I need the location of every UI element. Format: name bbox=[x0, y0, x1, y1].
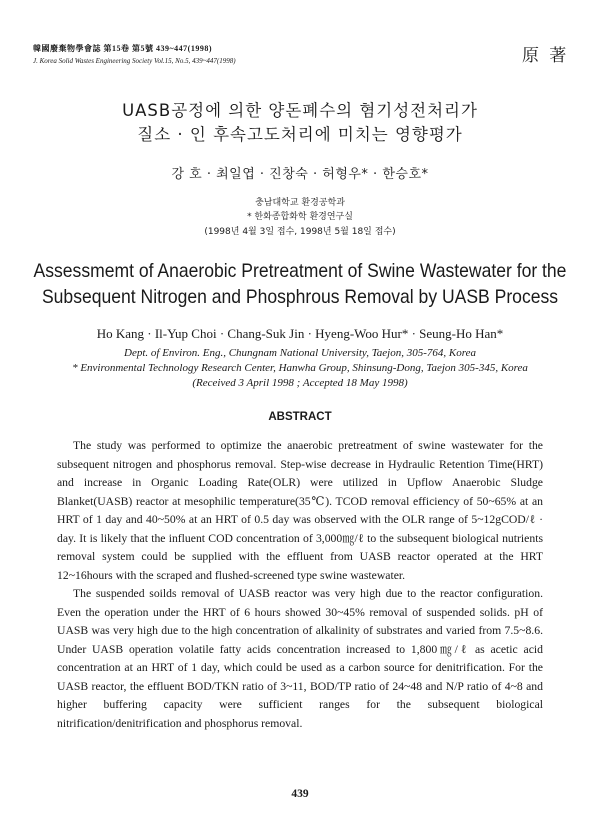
korean-title-line1: UASB공정에 의한 양돈폐수의 혐기성전처리가 bbox=[122, 101, 478, 120]
english-title-line1: Assessmemt of Anaerobic Pretreatment of Swine Wastewater for the bbox=[33, 260, 567, 282]
korean-received-dates: (1998년 4월 3일 접수, 1998년 5월 18일 접수) bbox=[204, 227, 396, 237]
abstract-heading: ABSTRACT bbox=[268, 411, 332, 423]
abstract-body bbox=[57, 437, 543, 733]
english-title-line2: Subsequent Nitrogen and Phosphrous Removal by UASB Process bbox=[41, 286, 559, 308]
english-affiliation-2: * Environmental Technology Research Center, Hanwha Group, Shinsung-Dong, Taejon 305-345, Korea bbox=[72, 362, 528, 374]
abstract-paragraph-1: The study was performed to optimize the anaerobic pretreatment of swine wastewater for the subsequent nitrogen and phosphorus removal. Step-wise decrease in Hydraulic Retention Time(HRT) and increase in Organic Loading Rate(OLR) were utilized in Upflow Anaerobic Sludge Blanket(UASB) reactor at mesophilic temperature(35℃). TCOD removal efficiency of 50~65% at an HRT of 1 day and 40~50% at an HRT of 0.5 day was observed with the OLR range of 5~12gCOD/ℓ · day. It is likely that the influent COD concentration of 3,000㎎/ℓ to the subsequent biological nutrients removal system could be supplied with the effluent from UASB reactor operated at the HRT 12~16hours with the scraped and flushed-screened type swine wastewater. bbox=[57, 439, 543, 582]
korean-authors: 강 호 · 최일엽 · 진창숙 · 허형우* · 한승호* bbox=[171, 167, 429, 182]
english-authors: Ho Kang · Il-Yup Choi · Chang-Suk Jin · Hyeng-Woo Hur* · Seung-Ho Han* bbox=[96, 326, 504, 341]
journal-header bbox=[33, 43, 236, 67]
korean-affiliation-2: * 한화종합화학 환경연구실 bbox=[247, 212, 353, 222]
journal-name-english: J. Korea Solid Wastes Engineering Society Vol.15, No.5, 439~447(1998) bbox=[33, 57, 236, 65]
english-affiliation-1: Dept. of Environ. Eng., Chungnam National University, Taejon, 305-764, Korea bbox=[124, 347, 476, 359]
journal-name-korean: 韓國廢棄物學會誌 第15卷 第5號 439~447(1998) bbox=[33, 44, 212, 53]
page-number: 439 bbox=[291, 788, 309, 800]
english-received-dates: (Received 3 April 1998 ; Accepted 18 May 1998) bbox=[192, 377, 408, 389]
article-type-label: 原 著 bbox=[522, 46, 570, 65]
abstract-paragraph-2: The suspended soilds removal of UASB reactor was very high due to the reactor configuration. Even the operation under the HRT of 6 hours showed 30~45% removal of suspended solids. pH of UASB was very high due to the high concentration of alkalinity of substrates and varied from 7.5~8.6. Under UASB operation volatile fatty acids concentration increased to 1,800㎎/ℓ as acetic acid concentration at an HRT of 1 day, which could be used as a carbon source for denitrification. For the UASB reactor, the effluent BOD/TKN ratio of 3~11, BOD/TP ratio of 24~48 and N/P ratio of 4~8 and higher buffering capacity were sufficient ranges for the subsequent biological nitrification/denitrification and phosphorus removal. bbox=[57, 587, 543, 730]
korean-title-line2: 질소 · 인 후속고도처리에 미치는 영향평가 bbox=[137, 125, 463, 144]
korean-affiliation-1: 충남대학교 환경공학과 bbox=[255, 198, 345, 208]
